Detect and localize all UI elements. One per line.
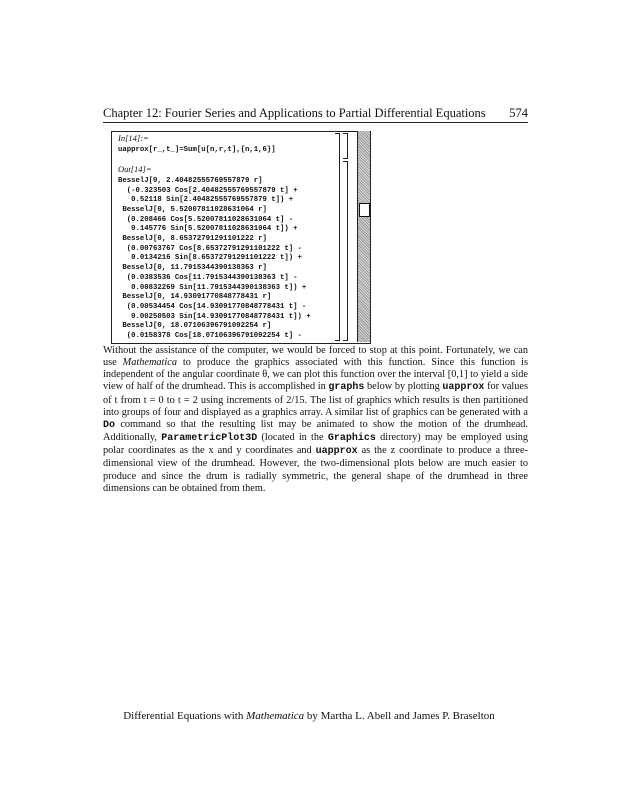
output-line: (-0.323503 Cos[2.40482555769557879 t] + bbox=[126, 186, 298, 195]
header-rule bbox=[103, 122, 528, 123]
footer-mathematica-italic: Mathematica bbox=[246, 710, 305, 722]
vertical-scrollbar[interactable] bbox=[357, 131, 370, 342]
output-line: (0.00763767 Cos[8.65372791291101222 t] - bbox=[126, 244, 302, 253]
scrollbar-thumb[interactable] bbox=[359, 203, 370, 217]
output-line: BesselJ[0, 11.7915344390138363 r] bbox=[122, 264, 267, 273]
output-line: (0.208466 Cos[5.52007811028631064 t] - bbox=[126, 215, 294, 224]
input-cell-bracket[interactable] bbox=[343, 133, 348, 159]
output-line: BesselJ[0, 2.40482555769557879 r] bbox=[118, 176, 263, 185]
output-line: 0.00832269 Sin[11.7915344390138363 t]) + bbox=[131, 283, 307, 292]
code-do: Do bbox=[103, 419, 116, 431]
code-uapprox-2: uapprox bbox=[315, 446, 358, 458]
output-line: BesselJ[0, 14.93091770848778431 r] bbox=[122, 293, 272, 302]
output-line: (0.0158378 Cos[18.07106396791092254 t] - bbox=[126, 332, 302, 341]
input-code: uapprox[r_,t_]=Sum[u[n,r,t],{n,1,6}] bbox=[118, 145, 276, 154]
output-line: (0.0383536 Cos[11.7915344390138363 t] - bbox=[126, 273, 298, 282]
output-line: 0.0134216 Sin[8.65372791291101222 t]) + bbox=[131, 254, 302, 263]
body-paragraph: Without the assistance of the computer, we would be forced to stop at this point. Fortunately, we can use Mathematica to produce the graphics associated with this function. Since this function is independent of the angular coordinate θ, we can plot this function over the interval [0,1] to yield a side view of half of the drumhead. This is accomplished in graphs below by plotting uapprox for values of t from t = 0 to t = 2 using increments of 2/15. The list of graphics which results is then partitioned into groups of four and displayed as a graphics array. A similar list of graphics can be generated with a Do command so that the resulting list may be animated to show the motion of the drumhead. Additionally, ParametricPlot3D (located in the Graphics directory) may be employed using polar coordinates as the x and y coordinates and uapprox as the z coordinate to produce a three-dimensional view of the drumhead. However, the two-dimensional plots below are much easier to produce and since the drum is radially symmetric, the general shape of the drumhead in three dimensions can be obtained from them. bbox=[103, 345, 529, 494]
notebook-window bbox=[111, 131, 371, 344]
output-line: BesselJ[0, 8.65372791291101222 r] bbox=[122, 235, 267, 244]
page-footer: Differential Equations with Mathematica by Martha L. Abell and James P. Braselton bbox=[123, 710, 495, 722]
code-graphs: graphs bbox=[328, 382, 365, 394]
output-line: 0.00250503 Sin[14.93091770848778431 t]) + bbox=[131, 312, 311, 321]
code-graphics: Graphics bbox=[327, 433, 376, 445]
output-line: BesselJ[0, 5.52007811028631064 r] bbox=[122, 205, 267, 214]
group-cell-bracket[interactable] bbox=[335, 133, 340, 341]
page-number: 574 bbox=[509, 106, 528, 120]
mathematica-italic: Mathematica bbox=[122, 357, 177, 369]
page-header bbox=[103, 106, 528, 122]
output-line: (0.00534454 Cos[14.93091770848778431 t] - bbox=[126, 302, 307, 311]
output-line: BesselJ[0, 18.07106396791092254 r] bbox=[122, 322, 272, 331]
cell-brackets[interactable] bbox=[333, 131, 351, 342]
code-uapprox: uapprox bbox=[442, 382, 485, 394]
output-code bbox=[118, 177, 311, 341]
chapter-title: Chapter 12: Fourier Series and Applications to Partial Differential Equations bbox=[103, 106, 486, 120]
output-label: Out[14]= bbox=[118, 164, 152, 175]
output-cell-bracket[interactable] bbox=[343, 161, 348, 341]
output-line: 0.145776 Sin[5.52007811028631064 t]) + bbox=[131, 225, 298, 234]
output-line: 0.52118 Sin[2.40482555769557879 t]) + bbox=[131, 196, 294, 205]
notebook-content bbox=[118, 134, 346, 341]
code-parametricplot3d: ParametricPlot3D bbox=[161, 433, 258, 445]
input-label: In[14]:= bbox=[118, 134, 149, 143]
